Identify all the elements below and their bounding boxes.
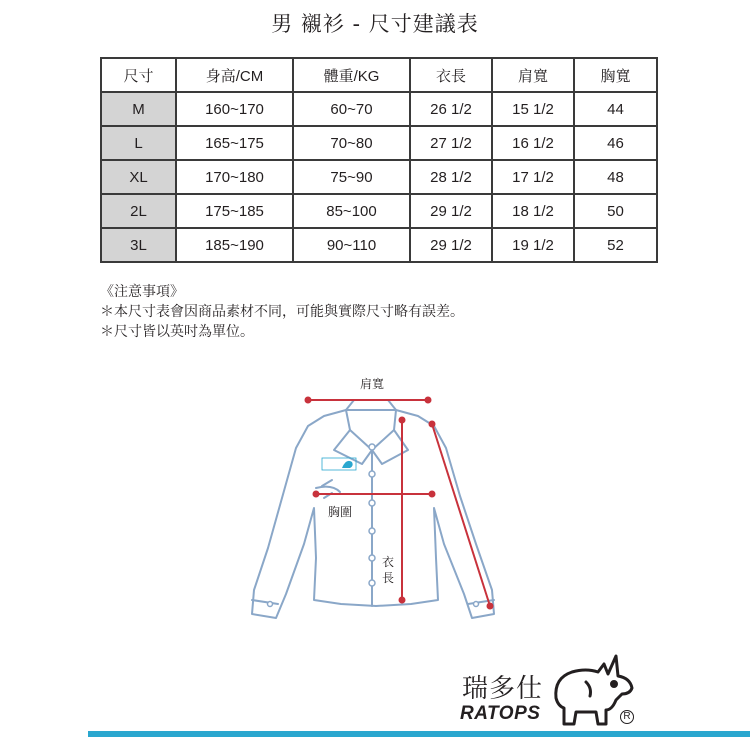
shoulder-label: 肩寬	[359, 377, 385, 391]
table-cell: 18 1/2	[492, 194, 574, 228]
table-cell: 17 1/2	[492, 160, 574, 194]
registered-mark: R	[620, 710, 634, 724]
table-cell: 15 1/2	[492, 92, 574, 126]
table-row	[101, 126, 657, 160]
shoulder-right-point	[426, 398, 431, 403]
table-header-cell: 身高/CM	[176, 58, 293, 92]
note-line: ＊尺寸皆以英吋為單位。	[100, 324, 254, 340]
size-chart-table	[100, 57, 658, 263]
table-cell: 46	[574, 126, 657, 160]
size-label-cell: 2L	[101, 194, 176, 228]
chest-logo-icon	[322, 458, 356, 470]
shoulder-left-point	[306, 398, 311, 403]
shirt-diagram	[236, 368, 506, 630]
table-cell: 29 1/2	[410, 228, 492, 262]
table-cell: 175~185	[176, 194, 293, 228]
table-header-cell: 肩寬	[492, 58, 574, 92]
table-cell: 160~170	[176, 92, 293, 126]
table-cell: 50	[574, 194, 657, 228]
chest-label: 胸圍	[327, 505, 353, 519]
size-label-cell: M	[101, 92, 176, 126]
brand-name-en: RATOPS	[460, 703, 541, 724]
table-cell: 90~110	[293, 228, 410, 262]
table-cell: 29 1/2	[410, 194, 492, 228]
table-header-cell: 體重/KG	[293, 58, 410, 92]
size-label-cell: 3L	[101, 228, 176, 262]
table-cell: 70~80	[293, 126, 410, 160]
table-row	[101, 92, 657, 126]
table-cell: 60~70	[293, 92, 410, 126]
table-cell: 26 1/2	[410, 92, 492, 126]
table-header-cell: 胸寬	[574, 58, 657, 92]
brand-name-zh: 瑞多仕	[462, 674, 544, 704]
table-header-row	[101, 58, 657, 92]
size-label-cell: XL	[101, 160, 176, 194]
note-line: ＊本尺寸表會因商品素材不同，可能與實際尺寸略有誤差。	[100, 304, 464, 320]
size-label-cell: L	[101, 126, 176, 160]
table-row	[101, 194, 657, 228]
table-cell: 75~90	[293, 160, 410, 194]
length-bottom-point	[400, 598, 405, 603]
notes-section	[100, 282, 464, 342]
table-cell: 16 1/2	[492, 126, 574, 160]
sleeve-bottom-point	[488, 604, 493, 609]
chest-right-point	[430, 492, 435, 497]
table-row	[101, 160, 657, 194]
table-header-cell: 衣長	[410, 58, 492, 92]
chest-left-point	[314, 492, 319, 497]
table-cell: 48	[574, 160, 657, 194]
table-cell: 185~190	[176, 228, 293, 262]
table-cell: 52	[574, 228, 657, 262]
length-label-bottom: 長	[381, 571, 395, 585]
length-top-point	[400, 418, 405, 423]
table-row	[101, 228, 657, 262]
table-header-cell: 尺寸	[101, 58, 176, 92]
page-title: 男 襯衫 - 尺寸建議表	[271, 12, 479, 36]
measure-lines	[306, 398, 493, 609]
table-cell: 44	[574, 92, 657, 126]
table-cell: 85~100	[293, 194, 410, 228]
table-cell: 28 1/2	[410, 160, 492, 194]
sleeve-top-point	[430, 422, 435, 427]
table-cell: 27 1/2	[410, 126, 492, 160]
notes-heading: 《注意事項》	[100, 284, 184, 300]
length-label-top: 衣	[381, 555, 395, 569]
table-cell: 170~180	[176, 160, 293, 194]
table-cell: 19 1/2	[492, 228, 574, 262]
table-cell: 165~175	[176, 126, 293, 160]
accent-bar	[88, 731, 750, 737]
